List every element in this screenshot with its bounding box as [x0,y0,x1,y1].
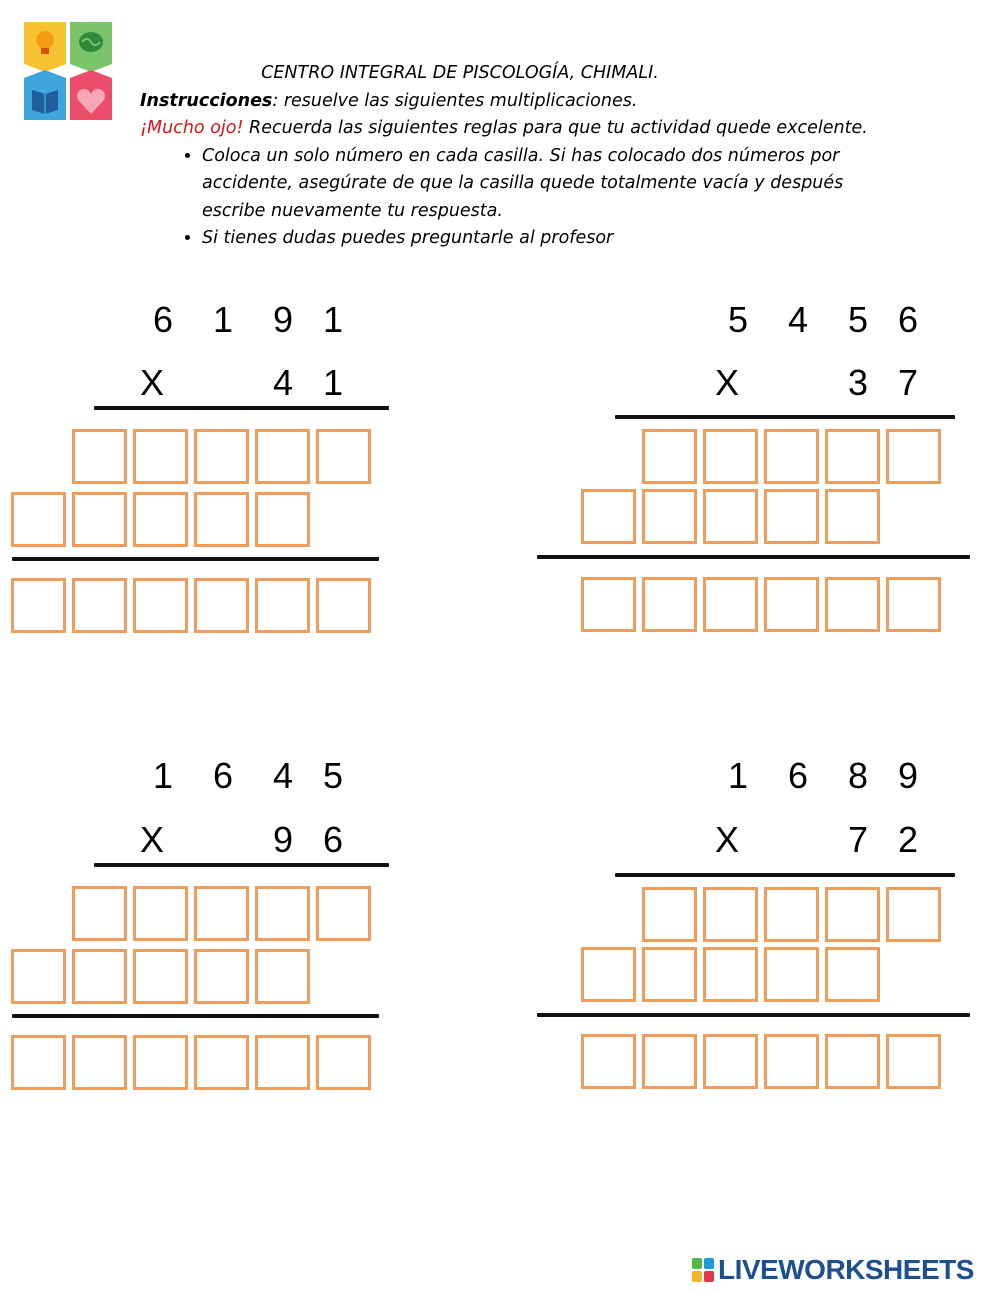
sum-line [537,1013,970,1017]
answer-box[interactable] [642,947,697,1002]
multiply-sign: X [714,819,739,860]
multiplicand-digit: 8 [847,755,869,796]
multiplier-digit: 4 [272,362,294,403]
answer-box[interactable] [703,887,758,942]
answer-box[interactable] [72,949,127,1004]
answer-box[interactable] [133,578,188,633]
answer-box[interactable] [764,887,819,942]
answer-box[interactable] [764,947,819,1002]
answer-box[interactable] [642,1034,697,1089]
answer-box[interactable] [764,489,819,544]
answer-box[interactable] [825,887,880,942]
multiplicand-digit: 4 [787,299,809,340]
multiply-sign: X [139,819,164,860]
multiplicand-digit: 9 [897,755,919,796]
warning-line [140,115,900,143]
multiplier-digit: 1 [322,362,344,403]
answer-box[interactable] [825,947,880,1002]
answer-box[interactable] [255,578,310,633]
liveworksheets-wordmark: LIVEWORKSHEETS [718,1254,974,1285]
sum-line [537,555,970,559]
answer-box[interactable] [72,429,127,484]
rules-list [140,143,900,253]
answer-box[interactable] [133,1035,188,1090]
answer-box[interactable] [194,429,249,484]
multiplicand-digit: 6 [897,299,919,340]
answer-box[interactable] [255,949,310,1004]
answer-box[interactable] [642,887,697,942]
answer-box[interactable] [703,577,758,632]
answer-box[interactable] [581,489,636,544]
answer-box[interactable] [642,577,697,632]
multiplicand-digit: 5 [847,299,869,340]
answer-box[interactable] [133,429,188,484]
answer-box[interactable] [194,578,249,633]
answer-box[interactable] [11,578,66,633]
answer-box[interactable] [886,577,941,632]
answer-box[interactable] [316,1035,371,1090]
answer-box[interactable] [255,1035,310,1090]
answer-box[interactable] [133,886,188,941]
answer-box[interactable] [886,887,941,942]
answer-box[interactable] [255,492,310,547]
multiplicand-digit: 9 [272,299,294,340]
answer-box[interactable] [194,886,249,941]
liveworksheets-icon [692,1258,714,1282]
answer-box[interactable] [11,949,66,1004]
multiplicand-digit: 5 [727,299,749,340]
answer-box[interactable] [825,489,880,544]
page-title: CENTRO INTEGRAL DE PISCOLOGÍA, CHIMALI. [261,63,659,83]
warning-text: Recuerda las siguientes reglas para que tu actividad quede excelente. [243,118,868,138]
answer-box[interactable] [316,886,371,941]
multiplicand-digit: 4 [272,755,294,796]
multiplicand-digit: 1 [322,299,344,340]
answer-box[interactable] [581,1034,636,1089]
answer-box[interactable] [764,577,819,632]
instructions-text: : resuelve las siguientes multiplicaciones. [272,90,638,111]
multiplier-digit: 7 [847,819,869,860]
multiplicand-digit: 1 [152,755,174,796]
sum-line [12,557,379,561]
instructions-line [140,88,900,116]
multiplicand-digit: 6 [212,755,234,796]
brain-icon [79,32,103,52]
answer-box[interactable] [703,489,758,544]
sum-line [12,1014,379,1018]
multiplier-digit: 7 [897,362,919,403]
answer-box[interactable] [703,429,758,484]
answer-box[interactable] [703,1034,758,1089]
answer-box[interactable] [886,1034,941,1089]
answer-box[interactable] [703,947,758,1002]
answer-box[interactable] [825,1034,880,1089]
answer-box[interactable] [764,1034,819,1089]
multiplier-digit: 6 [322,819,344,860]
answer-box[interactable] [316,578,371,633]
multiplicand-digit: 6 [787,755,809,796]
answer-box[interactable] [581,577,636,632]
rule-item: • Coloca un solo número en cada casilla. Si has colocado dos números por accidente, asegúrate de que la casilla quede totalmente vacía y después escribe nuevamente tu respuesta. [202,143,900,226]
instructions-header [140,60,900,253]
answer-box[interactable] [764,429,819,484]
answer-box[interactable] [133,492,188,547]
multiplication-line [615,415,955,419]
answer-box[interactable] [316,429,371,484]
instructions-label: Instrucciones [140,90,273,111]
rule-item: • Si tienes dudas puedes preguntarle al profesor [202,225,900,253]
answer-box[interactable] [255,886,310,941]
answer-box[interactable] [886,429,941,484]
answer-box[interactable] [825,429,880,484]
multiplication-line [94,863,389,867]
multiplication-line [615,873,955,877]
answer-box[interactable] [642,429,697,484]
answer-box[interactable] [255,429,310,484]
answer-box[interactable] [581,947,636,1002]
multiplicand-digit: 1 [212,299,234,340]
answer-box[interactable] [72,492,127,547]
answer-box[interactable] [194,492,249,547]
answer-box[interactable] [72,886,127,941]
answer-box[interactable] [11,1035,66,1090]
multiplicand-digit: 6 [152,299,174,340]
answer-box[interactable] [72,578,127,633]
multiplicand-digit: 1 [727,755,749,796]
multiplier-digit: 2 [897,819,919,860]
answer-box[interactable] [642,489,697,544]
multiply-sign: X [139,362,164,403]
multiply-sign: X [714,362,739,403]
multiplicand-digit: 5 [322,755,344,796]
answer-box[interactable] [194,949,249,1004]
warning-label: ¡Mucho ojo! [140,118,244,138]
answer-box[interactable] [194,1035,249,1090]
multiplier-digit: 3 [847,362,869,403]
answer-box[interactable] [825,577,880,632]
multiplier-digit: 9 [272,819,294,860]
answer-box[interactable] [11,492,66,547]
multiplication-line [94,406,389,410]
liveworksheets-logo [692,1253,974,1287]
answer-box[interactable] [133,949,188,1004]
answer-box[interactable] [72,1035,127,1090]
